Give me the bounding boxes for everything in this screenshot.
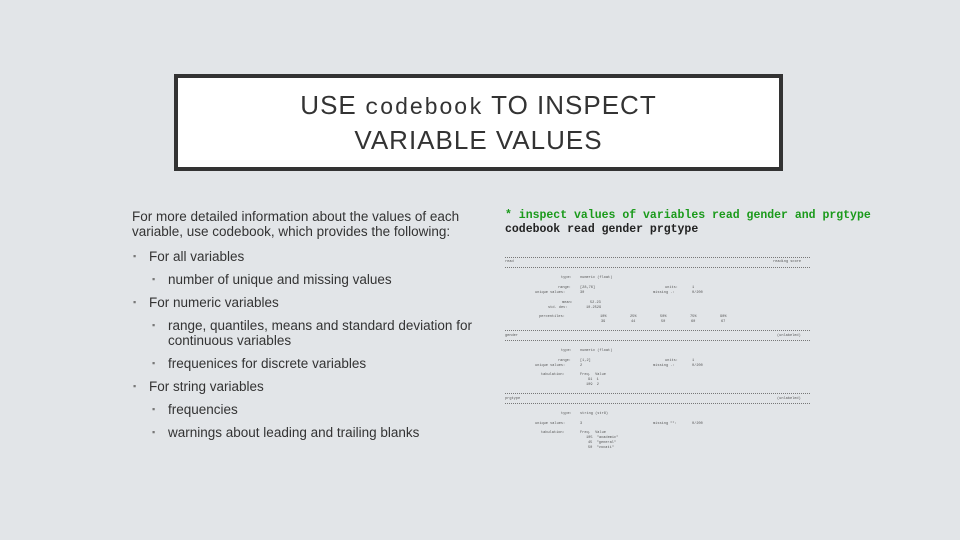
type-label: type:	[561, 276, 572, 280]
unique-label: unique values:	[535, 291, 566, 295]
var-name-read: read	[505, 260, 514, 264]
units-label: units:	[665, 286, 678, 290]
percentiles-label: percentiles:	[539, 315, 565, 319]
code-command: codebook read gender prgtype	[505, 223, 699, 236]
bullet-blanks-warnings	[132, 425, 482, 440]
bullet-text: number of unique and missing values	[168, 272, 392, 287]
type-label: type:	[561, 349, 572, 353]
var-label-prgtype: (unlabeled)	[777, 397, 801, 401]
type-value: numeric (float)	[580, 349, 613, 353]
title-text-pre: USE	[300, 90, 365, 120]
left-text-column	[132, 209, 482, 440]
tabulation-label: tabulation:	[541, 373, 565, 377]
tabulation-label: tabulation:	[541, 431, 565, 435]
output-rule	[505, 340, 810, 341]
bullet-dot: ▪	[133, 381, 137, 391]
bullet-all-variables	[132, 249, 482, 264]
output-rule	[505, 393, 810, 394]
bullet-dot: ▪	[152, 358, 156, 368]
pct-value: 39	[601, 320, 606, 324]
pct-value: 60	[691, 320, 696, 324]
tabulation-header: Freq. Value	[580, 373, 606, 377]
code-comment: * inspect values of variables read gender and prgtype	[505, 209, 871, 222]
bullet-dot: ▪	[133, 251, 137, 261]
range-value: [28,76]	[580, 286, 596, 290]
bullet-numeric-variables	[132, 295, 482, 310]
bullet-text: For numeric variables	[149, 295, 279, 310]
missing-value: 0/200	[692, 364, 703, 368]
bullet-text: range, quantiles, means and standard deviation for continuous variables	[168, 318, 472, 348]
bullet-string-variables	[132, 379, 482, 394]
missing-value: 0/200	[692, 422, 703, 426]
bullet-text: For string variables	[149, 379, 264, 394]
title-code-word: codebook	[364, 95, 484, 121]
missing-label: missing .:	[653, 364, 675, 368]
unique-value: 30	[580, 291, 585, 295]
mean-value: 52.23	[590, 301, 601, 305]
tabulation-header: Freq. Value	[580, 431, 606, 435]
bullet-discrete	[132, 356, 482, 371]
bullet-dot: ▪	[152, 404, 156, 414]
missing-label: missing .:	[653, 291, 675, 295]
output-rule	[505, 257, 810, 258]
var-name-prgtype: prgtype	[505, 397, 521, 401]
codebook-output	[505, 255, 810, 455]
type-label: type:	[561, 412, 572, 416]
pct-value: 44	[631, 320, 636, 324]
pct-header: 50%	[660, 315, 667, 319]
tabulation-row: 91 1	[588, 378, 599, 382]
var-label-gender: (unlabeled)	[777, 334, 801, 338]
type-value: string (str8)	[580, 412, 609, 416]
code-block	[505, 209, 871, 237]
range-label: range:	[558, 359, 571, 363]
unique-value: 3	[580, 422, 583, 426]
bullet-dot: ▪	[133, 297, 137, 307]
unique-label: unique values:	[535, 364, 566, 368]
unique-value: 2	[580, 364, 583, 368]
pct-value: 50	[661, 320, 666, 324]
output-rule	[505, 403, 810, 404]
slide-title	[178, 78, 779, 167]
title-line-1	[300, 89, 656, 124]
missing-value: 0/200	[692, 291, 703, 295]
intro-paragraph: For more detailed information about the values of each variable, use codebook, which provides the following:	[132, 209, 460, 239]
units-label: units:	[665, 359, 678, 363]
tabulation-row: 50 "vocati"	[588, 446, 614, 450]
var-name-gender: gender	[505, 334, 518, 338]
missing-label: missing "":	[653, 422, 677, 426]
title-text-post: TO INSPECT	[483, 90, 657, 120]
bullet-dot: ▪	[152, 427, 156, 437]
bullet-text: warnings about leading and trailing blanks	[168, 425, 420, 440]
bullet-dot: ▪	[152, 274, 156, 284]
bullet-dot: ▪	[152, 320, 156, 330]
mean-label: mean:	[562, 301, 573, 305]
output-rule	[505, 267, 810, 268]
bullet-text: frequencies	[168, 402, 238, 417]
bullet-frequencies	[132, 402, 482, 417]
tabulation-row: 45 "general"	[588, 441, 617, 445]
tabulation-row: 109 2	[586, 383, 599, 387]
bullet-text: For all variables	[149, 249, 245, 264]
range-value: [1,2]	[580, 359, 591, 363]
pct-header: 90%	[720, 315, 727, 319]
type-value: numeric (float)	[580, 276, 613, 280]
bullet-unique-missing	[132, 272, 482, 287]
title-line-2: VARIABLE VALUES	[354, 125, 603, 155]
pct-header: 75%	[690, 315, 697, 319]
range-label: range:	[558, 286, 571, 290]
title-box	[174, 74, 783, 171]
sd-label: std. dev:	[548, 306, 568, 310]
var-label-read: reading score	[773, 260, 802, 264]
tabulation-row: 105 "academic"	[586, 436, 619, 440]
output-rule	[505, 330, 810, 331]
pct-header: 25%	[630, 315, 637, 319]
units-value: 1	[692, 286, 695, 290]
sd-value: 10.2529	[586, 306, 602, 310]
bullet-continuous	[132, 318, 482, 348]
units-value: 1	[692, 359, 695, 363]
unique-label: unique values:	[535, 422, 566, 426]
bullet-text: frequenices for discrete variables	[168, 356, 367, 371]
pct-value: 67	[721, 320, 726, 324]
pct-header: 10%	[600, 315, 607, 319]
